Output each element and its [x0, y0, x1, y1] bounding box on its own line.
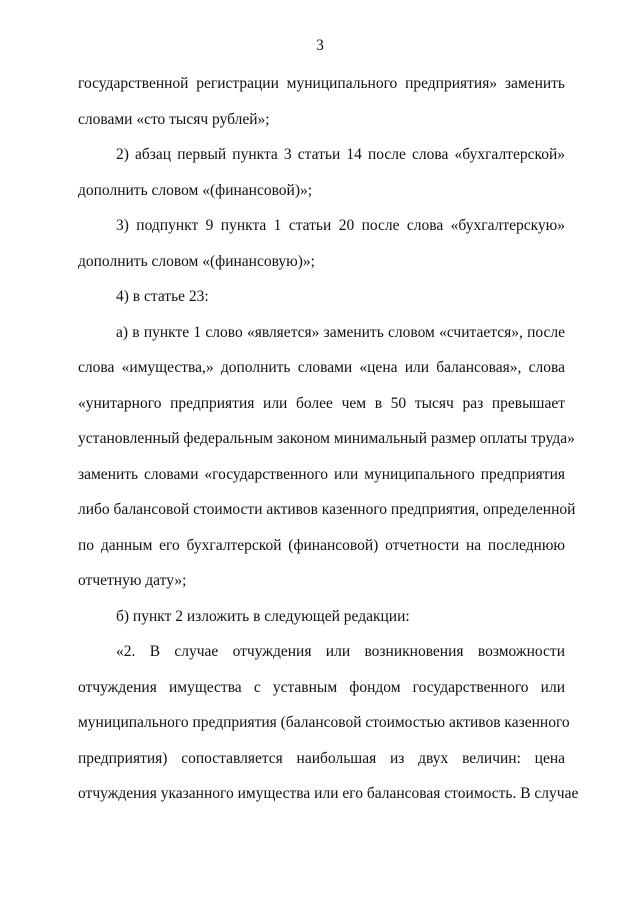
text-line: б) пункт 2 изложить в следующей редакции:	[116, 607, 410, 625]
text-line: 4) в статье 23:	[116, 288, 209, 305]
text-line: отчуждения имущества с уставным фондом государственного или	[78, 678, 565, 696]
text-line: словами «сто тысяч рублей»;	[78, 110, 270, 128]
document-body	[78, 66, 579, 812]
text-line: либо балансовой стоимости активов казенного предприятия, определенной	[78, 501, 576, 518]
text-line: государственной регистрации муниципального предприятия» заменить	[78, 75, 565, 92]
page-number: 3	[316, 37, 324, 54]
text-line: а) в пункте 1 слово «является» заменить словом «считается», после	[116, 323, 565, 341]
text-line: дополнить словом «(финансовой)»;	[78, 181, 313, 199]
text-line: «2. В случае отчуждения или возникновения возможности	[116, 643, 565, 660]
text-line: 2) абзац первый пункта 3 статьи 14 после слова «бухгалтерской»	[116, 146, 565, 163]
text-line: слова «имущества,» дополнить словами «цена или балансовая», слова	[78, 359, 565, 376]
text-line: отчуждения указанного имущества или его балансовая стоимость. В случае	[78, 785, 579, 802]
text-line: заменить словами «государственного или муниципального предприятия	[78, 465, 565, 483]
text-line: дополнить словом «(финансовую)»;	[78, 252, 315, 270]
text-line: установленный федеральным законом минимальный размер оплаты труда»	[78, 430, 575, 447]
text-line: отчетную дату»;	[78, 572, 187, 589]
text-line: муниципального предприятия (балансовой стоимостью активов казенного	[78, 714, 570, 731]
text-line: 3) подпункт 9 пункта 1 статьи 20 после слова «бухгалтерскую»	[116, 217, 565, 234]
text-line: предприятия) сопоставляется наибольшая из двух величин: цена	[78, 749, 565, 767]
text-line: по данным его бухгалтерской (финансовой) отчетности на последнюю	[78, 536, 565, 554]
text-line: «унитарного предприятия или более чем в 50 тысяч раз превышает	[78, 394, 565, 412]
